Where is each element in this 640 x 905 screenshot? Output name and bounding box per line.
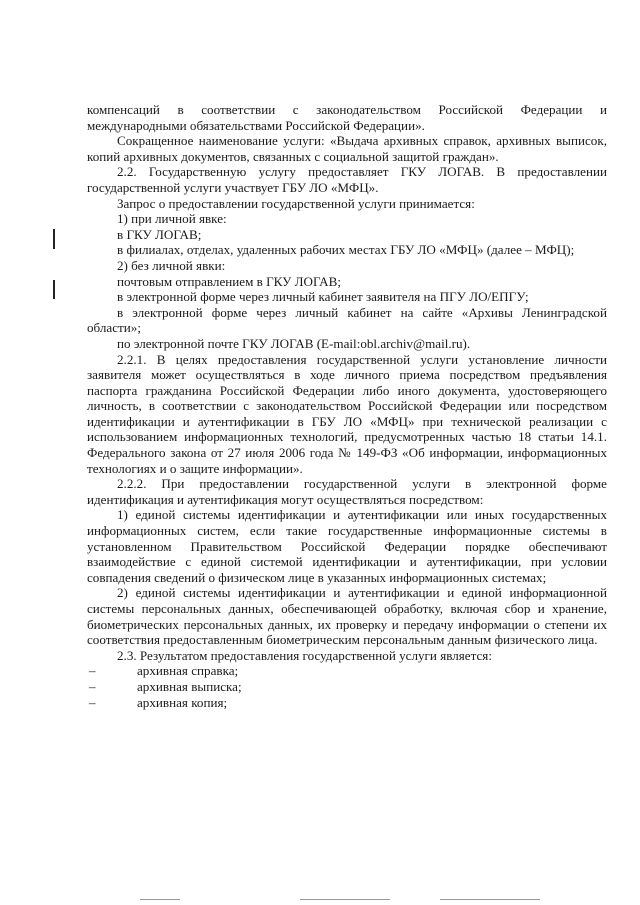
paragraph-10: в электронной форме через личный кабинет заявителя на ПГУ ЛО/ЕПГУ; bbox=[117, 289, 529, 305]
paragraph-7: в филиалах, отделах, удаленных рабочих местах ГБУ ЛО «МФЦ» (далее – МФЦ); bbox=[117, 242, 575, 258]
paragraph-12: по электронной почте ГКУ ЛОГАВ (E-mail:obl.archiv@mail.ru). bbox=[117, 335, 471, 351]
paragraph-6: в ГКУ ЛОГАВ; bbox=[117, 226, 202, 242]
list-item-text: архивная справка; bbox=[137, 663, 239, 679]
scan-footer-line-2 bbox=[300, 899, 390, 900]
list-item bbox=[87, 679, 607, 695]
list-item bbox=[87, 663, 607, 679]
paragraph-8: 2) без личной явки: bbox=[117, 257, 226, 273]
paragraph-9: почтовым отправлением в ГКУ ЛОГАВ; bbox=[117, 273, 341, 289]
paragraph-17: 2.3. Результатом предоставления государственной услуги является: bbox=[117, 647, 492, 663]
paragraph-15: 1) единой системы идентификации и аутентификации или иных государственных информационных систем, если такие государственные информационные системы в установленном Правительством Российской Федерации порядке обеспечивают взаимодействие с единой системой идентификации и аутентификации, при условии совпадения сведений о физическом лице в указанных информационных системах; bbox=[87, 507, 607, 585]
list-item-text: архивная выписка; bbox=[137, 678, 242, 694]
scan-footer-line-3 bbox=[440, 899, 540, 900]
list-item-text: архивная копия; bbox=[137, 694, 228, 710]
paragraph-14: 2.2.2. При предоставлении государственной услуги в электронной форме идентификация и аутентификация могут осуществляться посредством: bbox=[87, 476, 607, 507]
paragraph-11: в электронной форме через личный кабинет на сайте «Архивы Ленинградской области»; bbox=[87, 304, 607, 336]
list-item bbox=[87, 695, 607, 711]
margin-mark-1 bbox=[53, 229, 55, 249]
scan-footer-line-1 bbox=[140, 899, 180, 900]
paragraph-3: 2.2. Государственную услугу предоставляет ГКУ ЛОГАВ. В предоставлении государственной услуги участвует ГБУ ЛО «МФЦ». bbox=[87, 164, 607, 195]
paragraph-13: 2.2.1. В целях предоставления государственной услуги установление личности заявителя может осуществляться в ходе личного приема посредством предъявления паспорта гражданина Российской Федерации либо иного документа, удостоверяющего личность, в соответствии с законодательством Российской Федерации или посредством идентификации и аутентификации в ГБУ ЛО «МФЦ» при технической реализации с использованием информационных технологий, предусмотренных частью 18 статьи 14.1. Федерального закона от 27 июля 2006 года № 149-ФЗ «Об информации, информационных технологиях и о защите информации». bbox=[87, 351, 607, 476]
paragraph-4: Запрос о предоставлении государственной услуги принимается: bbox=[117, 195, 475, 211]
document-page bbox=[87, 102, 607, 710]
paragraph-2: Сокращенное наименование услуги: «Выдача архивных справок, архивных выписок, копий архивных документов, связанных с социальной защитой граждан». bbox=[87, 133, 607, 164]
list-bullet: – bbox=[89, 694, 96, 710]
paragraph-16: 2) единой системы идентификации и аутентификации и единой информационной системы персональных данных, обеспечивающей обработку, включая сбор и хранение, биометрических персональных данных, их проверку и передачу информации о степени их соответствия предоставленным биометрическим персональным данным физического лица. bbox=[87, 585, 607, 648]
paragraph-1: компенсаций в соответствии с законодательством Российской Федерации и международными обязательствами Российской Федерации». bbox=[87, 102, 607, 133]
margin-mark-2 bbox=[53, 280, 55, 299]
paragraph-5: 1) при личной явке: bbox=[117, 211, 227, 227]
list-bullet: – bbox=[89, 663, 96, 679]
list-bullet: – bbox=[89, 678, 96, 694]
